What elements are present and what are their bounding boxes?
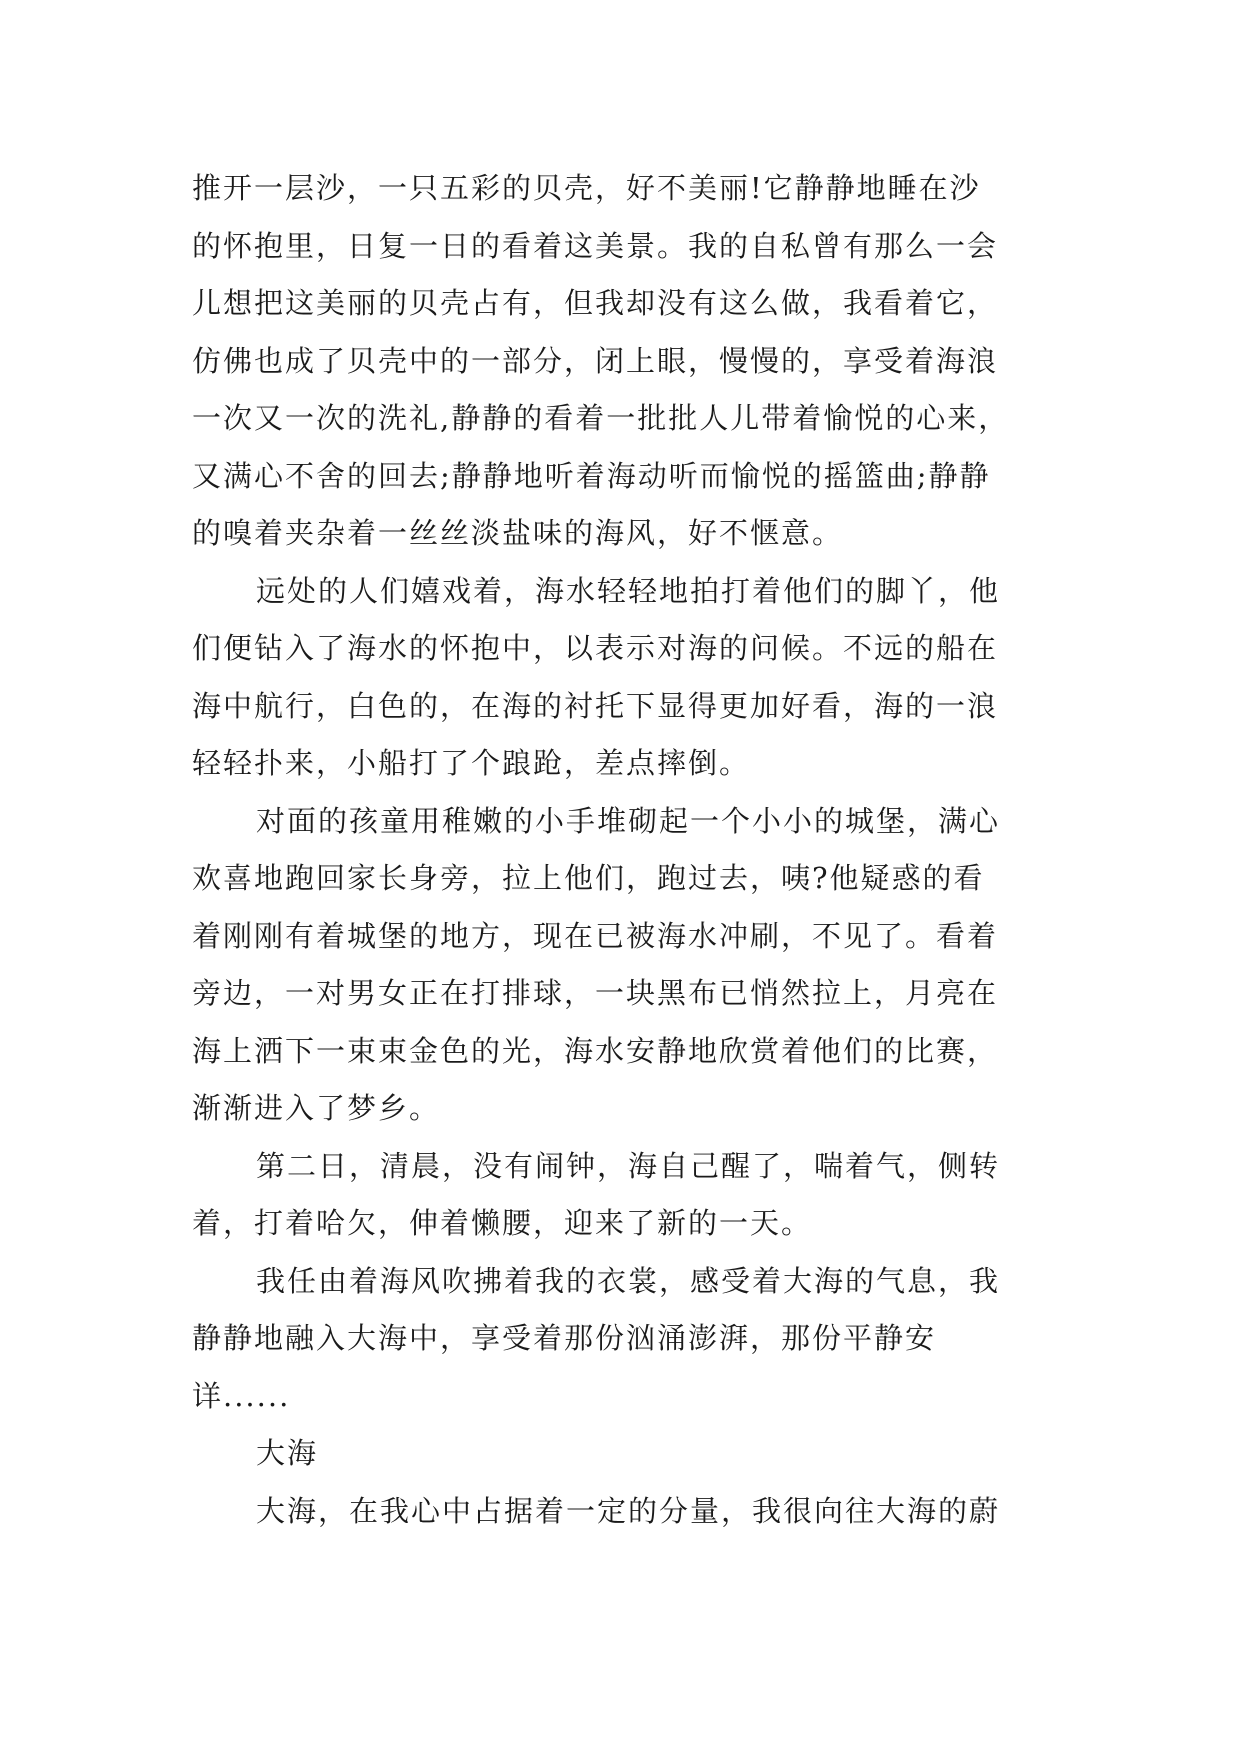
- text-line: 渐渐进入了梦乡。: [192, 1091, 441, 1125]
- text-line: 一次又一次的洗礼,静静的看着一批批人儿带着愉悦的心来，: [192, 401, 1010, 435]
- section-heading: 大海: [256, 1436, 319, 1470]
- text-line: 的怀抱里，日复一日的看着这美景。我的自私曾有那么一会: [192, 228, 999, 263]
- text-line: 海中航行，白色的，在海的衬托下显得更加好看，海的一浪: [192, 688, 999, 723]
- text-line: 又满心不舍的回去;静静地听着海动听而愉悦的摇篮曲;静静: [192, 458, 991, 493]
- paragraph-start-line: 大海，在我心中占据着一定的分量，我很向往大海的蔚: [256, 1493, 1001, 1528]
- text-line: 的嗅着夹杂着一丝丝淡盐味的海风，好不惬意。: [192, 516, 844, 550]
- text-line: 着刚刚有着城堡的地方，现在已被海水冲刷，不见了。看着: [192, 918, 999, 953]
- text-line: 静静地融入大海中，享受着那份汹涌澎湃，那份平静安: [192, 1321, 937, 1355]
- text-line: 详......: [192, 1378, 291, 1413]
- paragraph-start-line: 远处的人们嬉戏着，海水轻轻地拍打着他们的脚丫，他: [256, 573, 1001, 608]
- paragraph-start-line: 第二日，清晨，没有闹钟，海自己醒了，喘着气，侧转: [256, 1148, 1001, 1183]
- text-line: 旁边，一对男女正在打排球，一块黑布已悄然拉上，月亮在: [192, 976, 999, 1010]
- text-line: 着，打着哈欠，伸着懒腰，迎来了新的一天。: [192, 1206, 813, 1240]
- text-line: 轻轻扑来，小船打了个踉跄，差点摔倒。: [192, 746, 751, 780]
- document-body: [192, 160, 1072, 1540]
- text-line: 欢喜地跑回家长身旁，拉上他们，跑过去，咦?他疑惑的看: [192, 861, 985, 895]
- text-line: 海上洒下一束束金色的光，海水安静地欣赏着他们的比赛，: [192, 1033, 999, 1068]
- text-line: 们便钻入了海水的怀抱中，以表示对海的问候。不远的船在: [192, 631, 999, 665]
- paragraph-start-line: 对面的孩童用稚嫩的小手堆砌起一个小小的城堡，满心: [256, 803, 1001, 838]
- paragraph-start-line: 我任由着海风吹拂着我的衣裳，感受着大海的气息，我: [256, 1263, 1001, 1298]
- text-line: 推开一层沙，一只五彩的贝壳，好不美丽!它静静地睡在沙: [192, 171, 981, 205]
- text-line: 儿想把这美丽的贝壳占有，但我却没有这么做，我看着它，: [192, 286, 999, 320]
- text-line: 仿佛也成了贝壳中的一部分，闭上眼，慢慢的，享受着海浪: [192, 343, 999, 378]
